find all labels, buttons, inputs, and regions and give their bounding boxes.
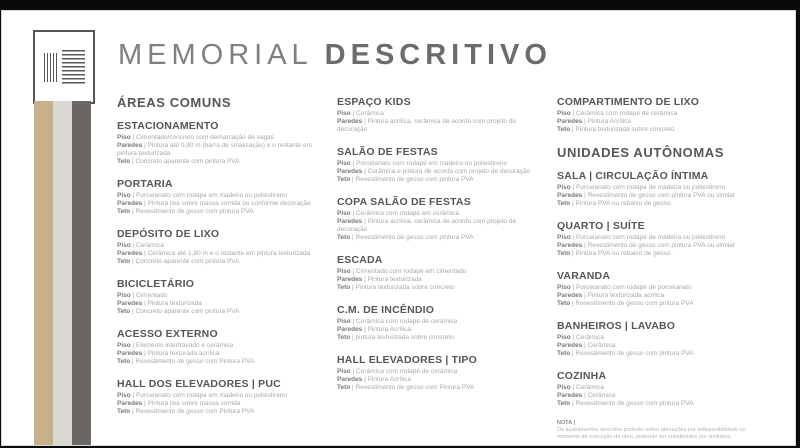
spec-line-text: | Revestimento de gesso com pintura PVA ou similar [582, 192, 735, 199]
spec-line-text: | Revestimento de gesso com Pintura PVA [350, 384, 475, 391]
spec-line [117, 342, 317, 350]
spec-line [117, 142, 317, 158]
spec-section [337, 196, 537, 242]
spec-line-text: | Porcelanato com rodapé de porcelanato [570, 284, 692, 291]
spec-line [117, 292, 317, 300]
spec-section-title: ESPAÇO KIDS [337, 96, 411, 108]
spec-section [337, 254, 537, 292]
spec-line [557, 392, 769, 400]
spec-line-text: | Porcelanato com rodapé em madeira ou poliestireno [130, 392, 288, 399]
spec-line [337, 110, 537, 118]
spec-line-label: Paredes [337, 218, 363, 225]
spec-section [117, 228, 317, 266]
spec-line-label: Paredes [337, 118, 363, 125]
spec-section-title: DEPÓSITO DE LIXO [117, 228, 220, 240]
document-logo-icon [33, 30, 95, 104]
spec-line [557, 118, 769, 126]
spec-line-text: | Cerâmica com rodapé em cerâmica [350, 210, 459, 217]
logo-vertical-lines-icon [44, 53, 59, 82]
spec-line-label: Paredes [117, 400, 143, 407]
spec-line-label: Paredes [337, 326, 363, 333]
spec-line [337, 318, 537, 326]
spec-line [117, 258, 317, 266]
column-2 [337, 96, 537, 404]
footnote [557, 420, 753, 441]
spec-line-label: Teto [117, 158, 131, 165]
spec-line-label: Piso [337, 368, 351, 375]
spec-line-label: Paredes [337, 168, 363, 175]
spec-line [337, 368, 537, 376]
spec-section-title: ESTACIONAMENTO [117, 120, 219, 132]
spec-line [117, 308, 317, 316]
spec-line-label: Teto [117, 408, 131, 415]
spec-line [337, 268, 537, 276]
spec-section [557, 220, 769, 258]
spec-line-label: Piso [337, 160, 351, 167]
spec-line-label: Teto [557, 250, 571, 257]
spec-line-label: Teto [337, 384, 351, 391]
spec-line-text: | Cerâmica [570, 334, 604, 341]
spec-line-label: Teto [557, 350, 571, 357]
spec-section [337, 96, 537, 134]
spec-line-label: Teto [117, 308, 131, 315]
spec-line-text: | Cerâmica [582, 342, 616, 349]
spec-line-label: Paredes [117, 250, 143, 257]
spec-section [117, 120, 317, 166]
spec-line-text: | Pintura PVA ou rebaixo de gesso. [570, 200, 673, 207]
spec-line [337, 334, 537, 342]
spec-section [117, 178, 317, 216]
footnote-label: NOTA | [557, 420, 576, 426]
spec-line-text: | pintura texturizada sobre concreto [350, 334, 454, 341]
spec-line-text: | Revestimento de gesso com pintura PVA [350, 234, 474, 241]
spec-line-text: | Cerâmica e pintura de acordo com projeto de decoração [362, 168, 531, 175]
spec-line-label: Piso [557, 184, 571, 191]
spec-line [557, 400, 769, 408]
spec-line-text: | Porcelanato com rodapé de madeira ou poliestireno [570, 184, 726, 191]
spec-line [117, 158, 317, 166]
spec-line-text: | Porcelanato com rodapé em madeira ou poliestireno [350, 160, 508, 167]
title-word-descritivo: DESCRITIVO [324, 39, 552, 71]
spec-line-label: Teto [117, 208, 131, 215]
spec-line [337, 210, 537, 218]
spec-line-text: | Concreto aparente com pintura PVA [130, 308, 240, 315]
spec-section-title: BANHEIROS | LAVABO [557, 320, 676, 332]
spec-line-text: | Revestimento de gesso com pintura PVA [130, 208, 254, 215]
column-3 [557, 96, 769, 441]
spec-line-label: Teto [557, 126, 571, 133]
spec-line-text: | Revestimento de gesso com pintura PVA [570, 300, 694, 307]
spec-line [557, 250, 769, 258]
spec-line-label: Piso [557, 110, 571, 117]
spec-section-title: SALÃO DE FESTAS [337, 146, 438, 158]
spec-line [337, 384, 537, 392]
spec-line-label: Piso [557, 284, 571, 291]
page-title [118, 39, 552, 72]
spec-line-text: | Concreto aparente com pintura PVA [130, 258, 240, 265]
spec-line-label: Paredes [117, 300, 143, 307]
spec-line [557, 110, 769, 118]
spec-line-text: | Pintura Acrílica [582, 118, 631, 125]
spec-line [557, 292, 769, 300]
spec-section [337, 304, 537, 342]
spec-line-text: | Cimentado/concreto com demarcação de vagas [130, 134, 275, 141]
spec-section [117, 328, 317, 366]
spec-line-label: Piso [117, 192, 131, 199]
spec-line-text: | Revestimento de gesso com pintura PVA [570, 350, 694, 357]
title-word-memorial: MEMORIAL [118, 39, 312, 71]
spec-line-label: Piso [557, 384, 571, 391]
spec-section-title: COZINHA [557, 370, 607, 382]
spec-line-text: | Cimentado [130, 292, 168, 299]
spec-section-title: C.M. DE INCÊNDIO [337, 304, 435, 316]
spec-line-label: Teto [557, 400, 571, 407]
spec-section-title: PORTARIA [117, 178, 173, 190]
footnote-text: Os acabamentos descritos poderão sofrer alterações por indisponibilidade no momento da execução da obra, podendo ser substituídos por similares. [557, 427, 746, 440]
document-page [1, 10, 796, 446]
spec-line-text: | Pintura texturada acrílica [142, 350, 220, 357]
spec-line-text: | Pintura acrílica, cerâmica de acordo com projeto de decoração [337, 118, 517, 133]
spec-section [117, 378, 317, 416]
spec-section-title: SALA | CIRCULAÇÃO ÍNTIMA [557, 170, 709, 182]
spec-line [557, 126, 769, 134]
spec-line [557, 192, 769, 200]
spec-line [337, 160, 537, 168]
spec-line-label: Paredes [337, 276, 363, 283]
spec-line-text: | Pintura texturizada [362, 276, 422, 283]
spec-section-title: HALL DOS ELEVADORES | PUC [117, 378, 281, 390]
spec-line-label: Piso [557, 334, 571, 341]
spec-line-text: | Elemento intertravado e cerâmica [130, 342, 234, 349]
spec-section [337, 354, 537, 392]
spec-line [117, 350, 317, 358]
spec-line [557, 184, 769, 192]
spec-section [557, 170, 769, 208]
spec-line-text: | Cerâmica [582, 392, 616, 399]
spec-line-text: | Cerâmica até 1,80 m e o restante em pintura texturizada [142, 250, 311, 257]
spec-line [117, 358, 317, 366]
spec-line-text: | Pintura texturizada acrílica [582, 292, 665, 299]
spec-line [117, 250, 317, 258]
spec-line [117, 134, 317, 142]
spec-section-title: HALL ELEVADORES | TIPO [337, 354, 477, 366]
spec-line [117, 242, 317, 250]
spec-line-label: Piso [117, 134, 131, 141]
content-columns [2, 96, 795, 445]
spec-line [337, 326, 537, 334]
spec-section-title: BICICLETÁRIO [117, 278, 195, 290]
spec-line-text: | Cerâmica com rodapé de cerâmica [570, 110, 678, 117]
spec-section-title: ESCADA [337, 254, 383, 266]
spec-line [557, 342, 769, 350]
spec-line [117, 192, 317, 200]
spec-section [557, 370, 769, 408]
spec-line-text: | Revestimento de gesso com pintura PVA ou similar [582, 242, 735, 249]
spec-line-text: | Pintura lisa sobre massa corrida ou conforme decoração [142, 200, 311, 207]
spec-line-label: Teto [557, 200, 571, 207]
column-1 [117, 96, 317, 428]
spec-line-label: Paredes [117, 142, 143, 149]
spec-section-title: VARANDA [557, 270, 611, 282]
spec-line-text: | Porcelanato com rodapé de madeira ou poliestireno [570, 234, 726, 241]
spec-line [337, 176, 537, 184]
spec-line [557, 350, 769, 358]
spec-line-label: Paredes [557, 392, 583, 399]
spec-line-label: Paredes [337, 376, 363, 383]
spec-line [557, 242, 769, 250]
spec-line-text: | Concreto aparente com pintura PVA [130, 158, 240, 165]
spec-line [557, 284, 769, 292]
spec-line-label: Teto [117, 258, 131, 265]
spec-line-text: | Pintura texturizada sobre concreto [350, 284, 455, 291]
spec-line-label: Teto [337, 284, 351, 291]
spec-line-text: | Revestimento de gesso com Pintura PVA [130, 358, 255, 365]
group-heading: UNIDADES AUTÔNOMAS [557, 145, 725, 160]
spec-section [557, 320, 769, 358]
spec-section [117, 278, 317, 316]
spec-line-text: | Revestimento de gesso com pintura PVA [570, 400, 694, 407]
spec-section-title: QUARTO | SUÍTE [557, 220, 645, 232]
spec-line-text: | Cerâmica com rodapé de cerâmica [350, 368, 458, 375]
spec-section [557, 96, 769, 134]
spec-line [117, 208, 317, 216]
spec-line-text: | Porcelanato com rodapé em madeira ou poliestireno [130, 192, 288, 199]
logo-horizontal-lines-icon [62, 50, 85, 84]
spec-line-label: Paredes [557, 192, 583, 199]
spec-line [117, 200, 317, 208]
spec-line-label: Teto [337, 234, 351, 241]
spec-line-text: | Pintura texturizada sobre concreto [570, 126, 675, 133]
spec-line [557, 384, 769, 392]
spec-line-text: | Pintura lisa sobre massa corrida [142, 400, 241, 407]
spec-line-label: Teto [557, 300, 571, 307]
spec-line [337, 276, 537, 284]
spec-line [557, 300, 769, 308]
spec-line-label: Teto [337, 334, 351, 341]
spec-line-label: Piso [117, 392, 131, 399]
spec-line-label: Paredes [557, 118, 583, 125]
spec-line-label: Piso [337, 318, 351, 325]
spec-line-text: | Cerâmica com rodapé de cerâmica [350, 318, 458, 325]
spec-line-label: Paredes [117, 200, 143, 207]
spec-line-label: Teto [117, 358, 131, 365]
spec-line-text: | Cerâmica [130, 242, 164, 249]
spec-line-label: Piso [117, 242, 131, 249]
group-heading: ÁREAS COMUNS [117, 95, 232, 110]
spec-line [557, 334, 769, 342]
spec-line-label: Piso [117, 292, 131, 299]
spec-line [337, 168, 537, 176]
spec-line-text: | Revestimento de gesso com pintura PVA [350, 176, 474, 183]
spec-line-label: Piso [337, 210, 351, 217]
spec-line-text: | Pintura PVA ou rebaixo de gesso [570, 250, 671, 257]
spec-line-label: Piso [117, 342, 131, 349]
spec-line [337, 218, 537, 234]
spec-section-title: COPA SALÃO DE FESTAS [337, 196, 471, 208]
spec-line [337, 118, 537, 134]
spec-line-text: | Cerâmica [570, 384, 604, 391]
spec-line [557, 200, 769, 208]
spec-section [337, 146, 537, 184]
spec-section-title: ACESSO EXTERNO [117, 328, 218, 340]
spec-line-label: Paredes [557, 242, 583, 249]
spec-line [557, 234, 769, 242]
spec-line-text: | Pintura acrílica, cerâmica de acordo com projeto de decoração [337, 218, 517, 233]
spec-line [117, 300, 317, 308]
spec-line-label: Paredes [117, 350, 143, 357]
spec-line-text: | Pintura texturizada [142, 300, 202, 307]
spec-line-text: | Cerâmica [350, 110, 384, 117]
spec-line-text: | Pintura até 0,90 m (barra de sinalização) e o restante em pintura texturizada [117, 142, 312, 157]
spec-line-label: Piso [337, 110, 351, 117]
spec-line-label: Piso [337, 268, 351, 275]
spec-line [337, 284, 537, 292]
spec-line-label: Paredes [557, 292, 583, 299]
spec-line [117, 400, 317, 408]
spec-section-title: COMPARTIMENTO DE LIXO [557, 96, 700, 108]
spec-line [117, 408, 317, 416]
spec-line-label: Paredes [557, 342, 583, 349]
spec-line [337, 234, 537, 242]
spec-section [557, 270, 769, 308]
spec-line [117, 392, 317, 400]
spec-line-text: | Cimentado com rodapé em cimentado [350, 268, 467, 275]
spec-line-label: Piso [557, 234, 571, 241]
spec-line-text: | Revestimento de gesso com Pintura PVA [130, 408, 255, 415]
spec-line-text: | Pintura Acrílica [362, 326, 411, 333]
spec-line-text: | Pintura Acrílica [362, 376, 411, 383]
spec-line [337, 376, 537, 384]
spec-line-label: Teto [337, 176, 351, 183]
